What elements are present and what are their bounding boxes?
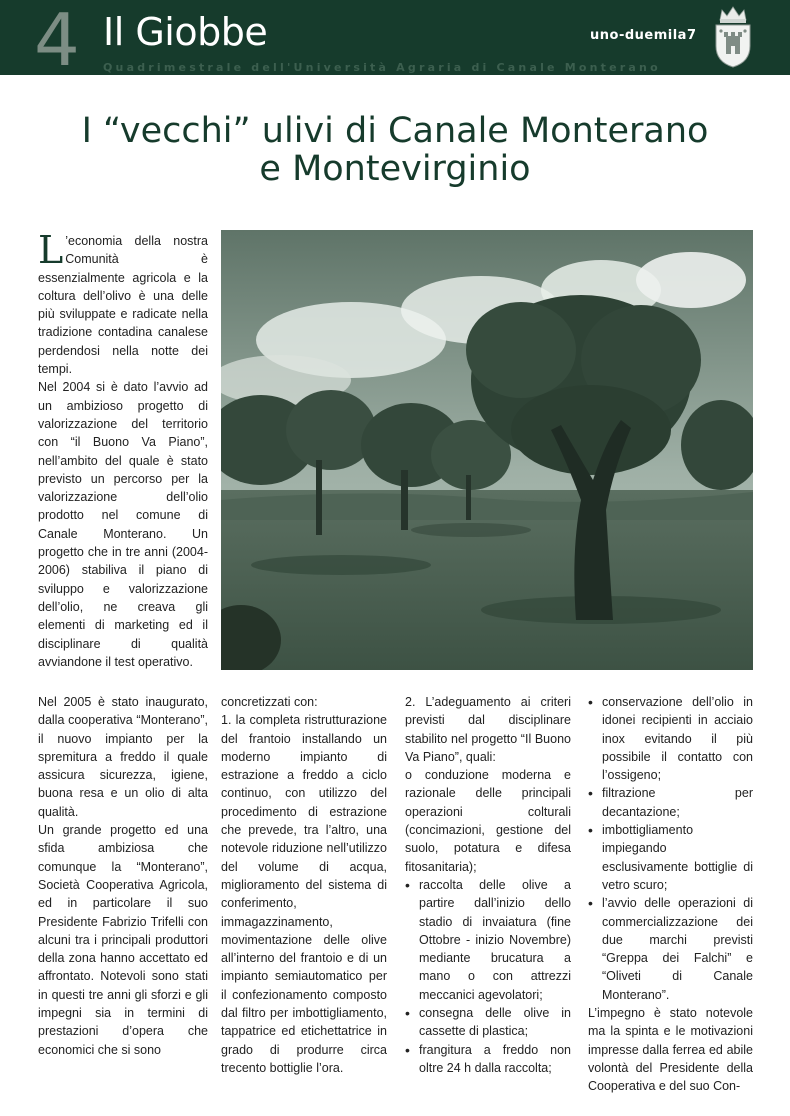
article-title-line-2: e Montevirginio — [259, 149, 531, 189]
masthead-title: Il Giobbe — [103, 10, 268, 54]
bullet-delivery: • consegna delle olive in cassette di plastica; — [405, 1004, 571, 1041]
lead-paragraph — [38, 228, 208, 378]
criteria-bullet-list — [405, 876, 571, 1077]
bullet-storage: • conservazione dell’olio in idonei recipienti in acciaio inox evitando il più possibile il contatto con l’ossigeno; — [588, 693, 753, 784]
drop-cap: L — [38, 228, 64, 272]
bullet-marketing: • l’avvio delle operazioni di commercializzazione dei due marchi previsti “Greppa dei Falchi” e “Oliveti di Canale Monterano”. — [588, 894, 753, 1004]
issue-number: 4 — [34, 0, 80, 75]
masthead-header — [0, 0, 790, 75]
sub-item-cultivation: o conduzione moderna e razionale delle principali operazioni colturali (concimazioni, gestione del suolo, potatura e difesa fitosanitaria); — [405, 768, 571, 874]
paragraph-challenge: Un grande progetto ed una sfida ambiziosa che comunque la “Monterano”, Società Cooperativa Agricola, ed in particolare il suo Presidente Fabrizio Trifelli con alcuni tra i principali produttori della zona hanno accettato ed affrontato. Notevoli sono stati in questi tre anni gli sforzi e gli impegni sia in termini di prestazioni d’opera che economici che si sono — [38, 823, 208, 1057]
article-title-line-1: I “vecchi” ulivi di Canale Monterano — [81, 111, 709, 151]
article-column-3 — [405, 693, 571, 1077]
list-item-criteria: 2. L’adeguamento ai criteri previsti dal disciplinare stabilito nel progetto “Il Buono Va Piano”, quali: — [405, 695, 571, 764]
paragraph-project: Nel 2004 si è dato l’avvio ad un ambizioso progetto di valorizzazione del territorio con “il Buono Va Piano”, nell’ambito del quale è stato previsto un percorso per la valorizzazione dell’olio prodotto nel comune di Canale Monterano. Un progetto che in tre anni (2004-2006) stabiliva il piano di sviluppo e valorizzazione dell’olio, ne creava gli elementi di marketing ed il disciplinare di qualità avviandone il test operativo. — [38, 380, 208, 669]
paragraph-inauguration: Nel 2005 è stato inaugurato, dalla cooperativa “Monterano”, il nuovo impianto per la spremitura a freddo il quale assicura sicurezza, igiene, buona resa e un olio di alta qualità. — [38, 695, 208, 819]
article-column-1-top — [38, 228, 208, 671]
bullet-filtration: • filtrazione per decantazione; — [588, 784, 753, 821]
issue-date: uno-duemila7 — [590, 28, 697, 43]
masthead-tagline: Quadrimestrale dell'Università Agraria di Canale Monterano — [103, 61, 661, 74]
paragraph-commitment: L’impegno è stato notevole ma la spinta e le motivazioni impresse dalla ferrea ed abile volontà del Presidente della Cooperativa e del suo Con- — [588, 1006, 753, 1094]
article-title — [0, 112, 790, 188]
bullet-harvest: • raccolta delle olive a partire dall’inizio dello stadio di invaiatura (fine Ottobre - inizio Novembre) mediante brucatura a mano o con attrezzi meccanici agevolatori; — [405, 876, 571, 1004]
paragraph-concretized: concretizzati con: — [221, 695, 318, 709]
lead-paragraph-text: ’economia della nostra Comunità è essenzialmente agricola e la coltura dell’olivo è una delle più sviluppate e radicate nella tradizione contadina canalese perdendosi nella notte dei tempi. — [38, 234, 208, 377]
coat-of-arms-icon — [710, 4, 756, 70]
article-column-2 — [221, 693, 387, 1077]
article-column-1-bottom — [38, 693, 208, 1059]
criteria-bullet-list-continued — [588, 693, 753, 1004]
bullet-bottling: • imbottigliamento impiegando esclusivamente bottiglie di vetro scuro; — [588, 821, 753, 894]
article-column-4 — [588, 693, 753, 1096]
list-item-restructuring: 1. la completa ristrutturazione del frantoio installando un moderno impianto di estrazione a freddo a ciclo continuo, con utilizzo del procedimento di estrazione che prevede, tra l’altro, una notevole riduzione nell’utilizzo del volume di acqua, miglioramento del sistema di conferimento, immagazzinamento, movimentazione delle olive all’interno del frantoio e di un impianto semiautomatico per il confezionamento composto dal filtro per imbottigliamento, tappatrice ed etichettatrice in grado di produrre circa trecento bottiglie l’ora. — [221, 713, 387, 1075]
bullet-pressing: • frangitura a freddo non oltre 24 h dalla raccolta; — [405, 1041, 571, 1078]
olive-grove-photo — [221, 230, 753, 670]
